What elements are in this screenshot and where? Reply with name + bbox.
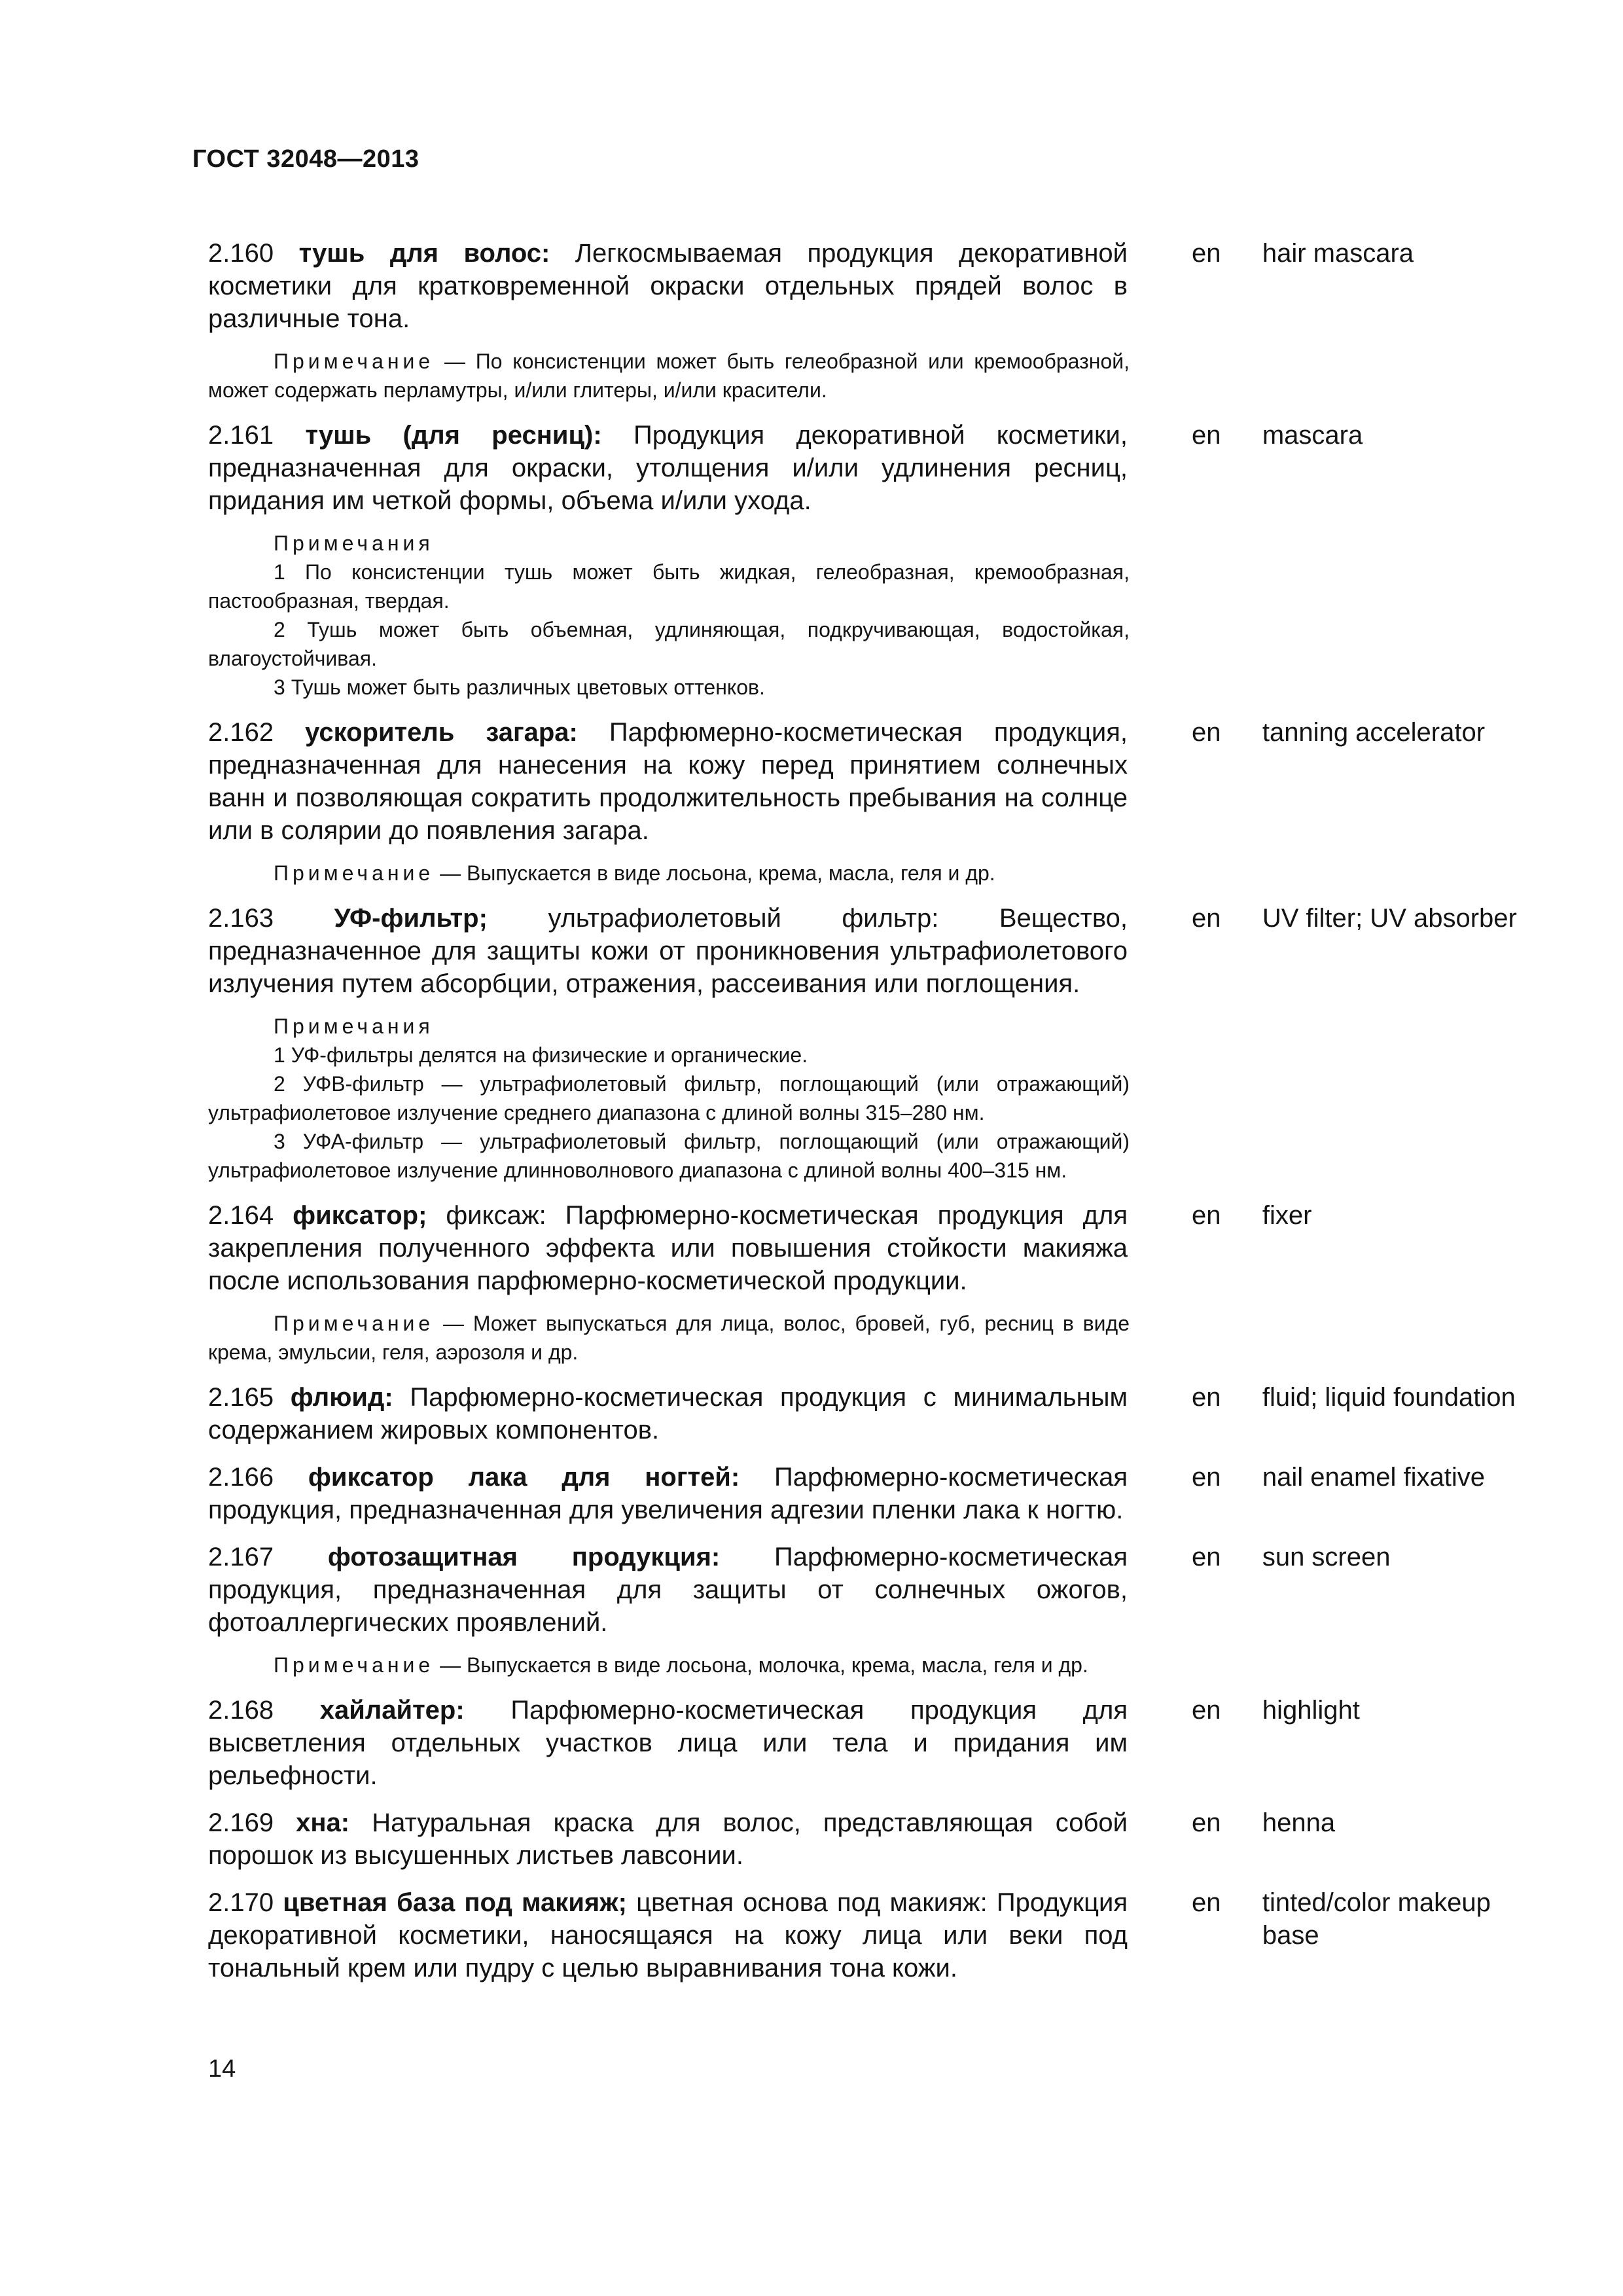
term-name: тушь для волос: [298, 239, 550, 268]
document-header: ГОСТ 32048—2013 [192, 145, 419, 173]
term-notes [208, 1012, 1130, 1185]
term-entry-2-164 [208, 1199, 1517, 1367]
english-equivalent: UV filter; UV absorber [1262, 904, 1517, 933]
term-synonym: фиксаж: [446, 1201, 546, 1230]
english-equivalent: tanning accelerator [1262, 718, 1486, 747]
english-equivalent: mascara [1262, 421, 1363, 450]
language-code: en [1192, 1463, 1221, 1492]
term-synonym: цветная основа под макияж: [636, 1888, 988, 1917]
note-item: 1 УФ-фильтры делятся на физические и органические. [274, 1043, 808, 1067]
language-code: en [1192, 1201, 1221, 1230]
term-definition: 2.163 УФ-фильтр; ультрафиолетовый фильтр: Вещество, предназначенное для защиты кожи от проникновения ультрафиолетового излучения путем абсорбции, отражения, рассеивания или поглощения. [208, 904, 1128, 998]
term-name: тушь (для ресниц): [305, 421, 602, 450]
note-item: 1 По консистенции тушь может быть жидкая, гелеобразная, кремообразная, пастообразная, твердая. [208, 560, 1130, 613]
term-definition: 2.167 фотозащитная продукция: Парфюмерно-косметическая продукция, предназначенная для защиты от солнечных ожогов, фотоаллергических проявлений. [208, 1543, 1128, 1637]
language-code: en [1192, 1543, 1221, 1571]
term-entry-2-161 [208, 419, 1517, 702]
term-name: фиксатор лака для ногтей: [308, 1463, 740, 1492]
language-code: en [1192, 1808, 1221, 1837]
term-definition: 2.165 флюид: Парфюмерно-косметическая продукция с минимальным содержанием жировых компонентов. [208, 1383, 1128, 1444]
term-entry-2-163 [208, 902, 1517, 1185]
term-definition: 2.169 хна: Натуральная краска для волос, представляющая собой порошок из высушенных листьев лавсонии. [208, 1808, 1128, 1870]
term-definition: 2.166 фиксатор лака для ногтей: Парфюмерно-косметическая продукция, предназначенная для увеличения адгезии пленки лака к ногтю. [208, 1463, 1128, 1524]
note-item: 2 УФВ-фильтр — ультрафиолетовый фильтр, поглощающий (или отражающий) ультрафиолетовое излучение среднего диапазона с длиной волны 315–280 нм. [208, 1072, 1130, 1124]
english-equivalent: tinted/color makeup base [1262, 1888, 1491, 1950]
language-code: en [1192, 1888, 1221, 1917]
term-entry-2-162 [208, 716, 1517, 888]
term-definition: 2.168 хайлайтер: Парфюмерно-косметическая продукция для высветления отдельных участков лица или тела и придания им рельефности. [208, 1696, 1128, 1790]
note-item: 2 Тушь может быть объемная, удлиняющая, подкручивающая, водостойкая, влагоустойчивая. [208, 618, 1130, 670]
term-entry-2-167 [208, 1541, 1517, 1679]
term-notes [208, 529, 1130, 702]
page-number: 14 [208, 2055, 236, 2083]
language-code: en [1192, 904, 1221, 933]
term-note: Примечание — Может выпускаться для лица, волос, бровей, губ, ресниц в виде крема, эмульсии, геля, аэрозоля и др. [208, 1312, 1130, 1364]
language-code: en [1192, 239, 1221, 268]
english-equivalent: henna [1262, 1808, 1336, 1837]
term-name: фотозащитная продукция: [327, 1543, 721, 1571]
language-code: en [1192, 421, 1221, 450]
english-equivalent: fluid; liquid foundation [1262, 1383, 1516, 1412]
term-definition: 2.164 фиксатор; фиксаж: Парфюмерно-косметическая продукция для закрепления полученного эффекта или повышения стойкости макияжа после использования парфюмерно-косметической продукции. [208, 1201, 1128, 1295]
note-item: 3 УФА-фильтр — ультрафиолетовый фильтр, поглощающий (или отражающий) ультрафиолетовое излучение длинноволнового диапазона с длиной волны 400–315 нм. [208, 1130, 1130, 1182]
term-name: флюид: [290, 1383, 393, 1412]
language-code: en [1192, 718, 1221, 747]
language-code: en [1192, 1696, 1221, 1725]
english-equivalent: sun screen [1262, 1543, 1391, 1571]
term-name: хна: [296, 1808, 350, 1837]
language-code: en [1192, 1383, 1221, 1412]
term-definition: 2.160 тушь для волос: Легкосмываемая продукция декоративной косметики для кратковременной окраски отдельных прядей волос в различные тона. [208, 239, 1128, 333]
term-entry-2-169 [208, 1806, 1517, 1872]
term-name: УФ-фильтр; [334, 904, 488, 933]
term-note: Примечание — По консистенции может быть гелеобразной или кремообразной, может содержать перламутры, и/или глитеры, и/или красители. [208, 350, 1130, 402]
term-name: фиксатор; [293, 1201, 427, 1230]
term-definition: 2.161 тушь (для ресниц): Продукция декоративной косметики, предназначенная для окраски, утолщения и/или удлинения ресниц, придания им четкой формы, объема и/или ухода. [208, 421, 1128, 515]
term-synonym: ультрафиолетовый фильтр: [548, 904, 939, 933]
term-name: цветная база под макияж; [283, 1888, 627, 1917]
term-note: Примечание — Выпускается в виде лосьона, крема, масла, геля и др. [274, 861, 995, 885]
term-note: Примечание — Выпускается в виде лосьона, молочка, крема, масла, геля и др. [274, 1653, 1088, 1677]
term-entry-2-168 [208, 1694, 1517, 1792]
notes-heading: Примечания [274, 531, 434, 555]
term-entry-2-160 [208, 237, 1517, 404]
english-equivalent: highlight [1262, 1696, 1360, 1725]
term-entry-2-170 [208, 1886, 1517, 1984]
term-entry-2-166 [208, 1461, 1517, 1526]
term-list [208, 237, 1517, 1999]
english-equivalent: hair mascara [1262, 239, 1414, 268]
english-equivalent: fixer [1262, 1201, 1312, 1230]
term-entry-2-165 [208, 1381, 1517, 1446]
note-item: 3 Тушь может быть различных цветовых оттенков. [274, 675, 765, 699]
term-name: хайлайтер: [319, 1696, 465, 1725]
notes-heading: Примечания [274, 1014, 434, 1038]
term-definition: 2.162 ускоритель загара: Парфюмерно-косметическая продукция, предназначенная для нанесения на кожу перед принятием солнечных ванн и позволяющая сократить продолжительность пребывания на солнце или в солярии до появления загара. [208, 718, 1128, 845]
english-equivalent: nail enamel fixative [1262, 1463, 1486, 1492]
term-name: ускоритель загара: [305, 718, 578, 747]
term-definition: 2.170 цветная база под макияж; цветная основа под макияж: Продукция декоративной косметики, наносящаяся на кожу лица или веки под тональный крем или пудру с целью выравнивания тона кожи. [208, 1888, 1128, 1982]
